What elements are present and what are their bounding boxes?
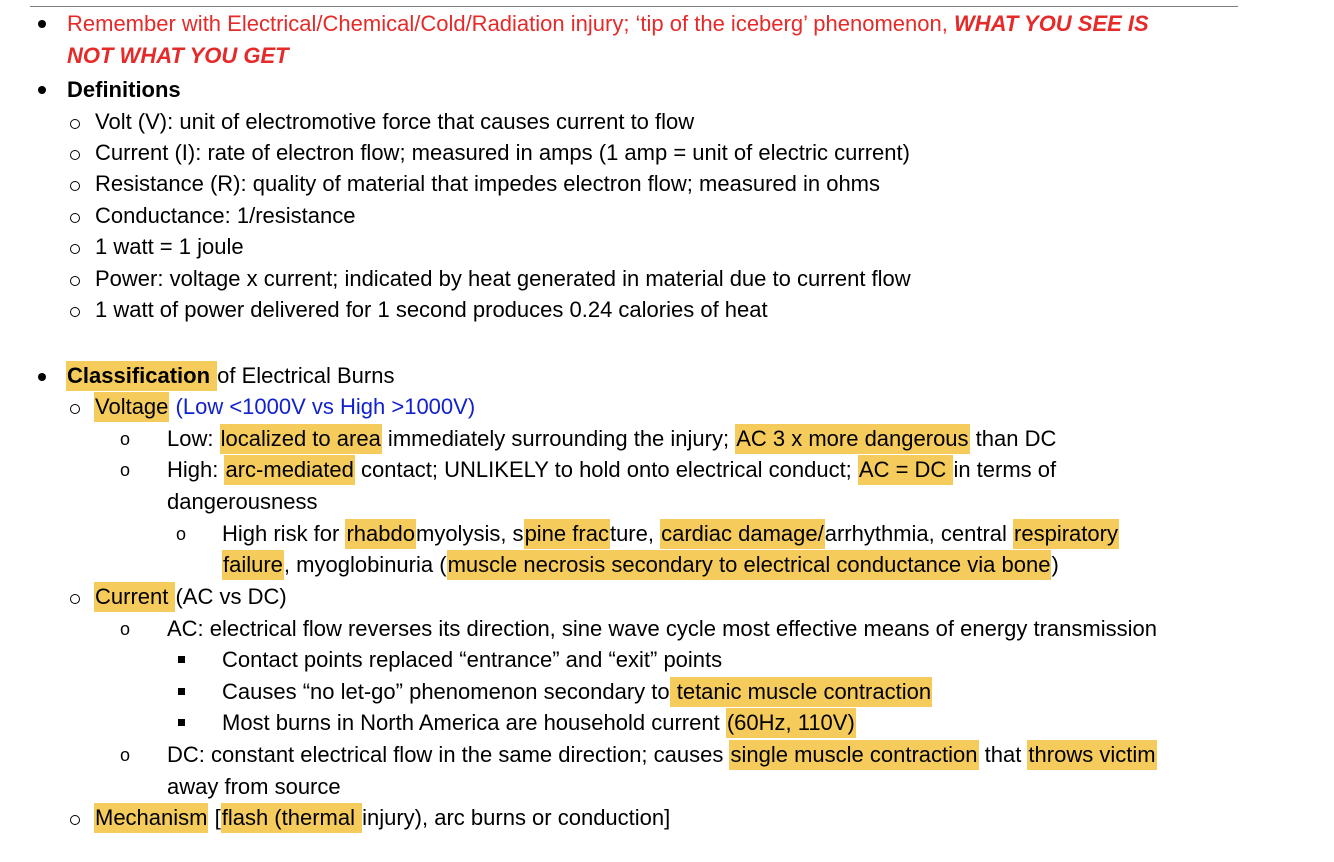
text-segment: ture, xyxy=(609,521,661,546)
voltage-line xyxy=(94,394,475,420)
bullet-o: o xyxy=(120,429,131,449)
text-segment: High: xyxy=(167,457,225,482)
highlighted-text: Mechanism xyxy=(94,803,208,833)
text-segment: (Low <1000V vs High >1000V) xyxy=(169,394,476,419)
highlighted-text: AC 3 x more dangerous xyxy=(735,424,969,454)
bullet-circle xyxy=(70,815,80,825)
highlighted-text: (60Hz, 110V) xyxy=(726,708,856,738)
ac-point xyxy=(222,710,856,736)
ac-point xyxy=(222,679,932,705)
current-dc-cont: away from source xyxy=(167,774,341,799)
text-segment: that xyxy=(978,742,1028,767)
text-segment: Low: xyxy=(167,426,220,451)
bullet-circle xyxy=(70,213,80,223)
current-dc xyxy=(167,742,1157,768)
bullet-circle xyxy=(70,307,80,317)
voltage-high-cont: dangerousness xyxy=(167,489,318,514)
bullet-circle xyxy=(70,404,80,414)
voltage-risk xyxy=(222,521,1119,547)
bullet-circle xyxy=(70,119,80,129)
bullet-circle xyxy=(70,594,80,604)
text-segment: injury), arc burns or conduction] xyxy=(362,805,671,830)
highlighted-text: flash (thermal xyxy=(221,803,362,833)
definitions-heading: Definitions xyxy=(67,77,181,102)
text-segment: arrhythmia, central xyxy=(824,521,1014,546)
highlighted-text: muscle necrosis secondary to electrical conductance via bone xyxy=(447,550,1052,580)
bullet-o: o xyxy=(176,524,187,544)
warning-emphasis: WHAT YOU SEE IS xyxy=(953,11,1149,36)
highlighted-text: Classification xyxy=(66,361,217,391)
bullet-dot xyxy=(38,20,46,28)
highlighted-text: Current xyxy=(94,582,175,612)
text-segment: contact; UNLIKELY to hold onto electrical conduct; xyxy=(354,457,858,482)
bullet-square xyxy=(178,656,185,663)
definition-item: Volt (V): unit of electromotive force that causes current to flow xyxy=(95,109,695,134)
text-segment: (AC vs DC) xyxy=(175,584,287,609)
definition-item: Current (I): rate of electron flow; measured in amps (1 amp = unit of electric current) xyxy=(95,140,910,165)
bullet-dot xyxy=(38,373,46,381)
bullet-dot xyxy=(38,86,46,94)
definition-item: 1 watt = 1 joule xyxy=(95,234,244,259)
definition-item: Resistance (R): quality of material that impedes electron flow; measured in ohms xyxy=(95,171,881,196)
highlighted-text: single muscle contraction xyxy=(729,740,978,770)
top-rule xyxy=(30,6,1238,7)
text-segment: High risk for xyxy=(222,521,346,546)
text-segment: of Electrical Burns xyxy=(217,363,395,388)
text-segment: Most burns in North America are household current xyxy=(222,710,726,735)
bullet-circle xyxy=(70,244,80,254)
ac-point xyxy=(222,647,722,673)
bullet-square xyxy=(178,719,185,726)
text-segment: DC: constant electrical flow in the same direction; causes xyxy=(167,742,730,767)
highlighted-text: failure xyxy=(222,550,284,580)
highlighted-text: arc-mediated xyxy=(224,455,354,485)
text-segment: [ xyxy=(208,805,221,830)
definition-item: Power: voltage x current; indicated by heat generated in material due to current flow xyxy=(95,266,911,291)
bullet-square xyxy=(178,688,185,695)
warning-line-2: NOT WHAT YOU GET xyxy=(67,43,289,68)
warning-line-1 xyxy=(67,11,1149,37)
bullet-o: o xyxy=(120,619,131,639)
highlighted-text: rhabdo xyxy=(345,519,416,549)
text-segment: in terms of xyxy=(953,457,1057,482)
text-segment: than DC xyxy=(969,426,1057,451)
text-segment: immediately surrounding the injury; xyxy=(381,426,736,451)
bullet-circle xyxy=(70,181,80,191)
current-ac: AC: electrical flow reverses its direction, sine wave cycle most effective means of energy transmission xyxy=(167,616,1157,641)
text-segment: myolysis, s xyxy=(416,521,524,546)
text-segment: ) xyxy=(1051,552,1059,577)
warning-text: Remember with Electrical/Chemical/Cold/Radiation injury; ‘tip of the iceberg’ phenomenon, xyxy=(67,11,954,36)
definition-item: Conductance: 1/resistance xyxy=(95,203,356,228)
text-segment: Causes “no let-go” phenomenon secondary to xyxy=(222,679,670,704)
highlighted-text: respiratory xyxy=(1013,519,1119,549)
highlighted-text: AC = DC xyxy=(858,455,954,485)
text-segment: Contact points replaced “entrance” and “exit” points xyxy=(222,647,723,672)
current-line xyxy=(94,584,287,610)
bullet-o: o xyxy=(120,745,131,765)
highlighted-text: Voltage xyxy=(94,392,169,422)
highlighted-text: tetanic muscle contraction xyxy=(670,677,932,707)
bullet-circle xyxy=(70,276,80,286)
classification-heading xyxy=(66,363,394,389)
highlighted-text: pine frac xyxy=(524,519,610,549)
highlighted-text: throws victim xyxy=(1027,740,1156,770)
voltage-risk-cont xyxy=(222,552,1059,578)
voltage-high xyxy=(167,457,1056,483)
text-segment: , myoglobinuria ( xyxy=(283,552,447,577)
bullet-o: o xyxy=(120,460,131,480)
highlighted-text: localized to area xyxy=(220,424,382,454)
bullet-circle xyxy=(70,150,80,160)
highlighted-text: cardiac damage/ xyxy=(660,519,825,549)
voltage-low xyxy=(167,426,1056,452)
mechanism-line xyxy=(94,805,670,831)
definition-item: 1 watt of power delivered for 1 second produces 0.24 calories of heat xyxy=(95,297,768,322)
